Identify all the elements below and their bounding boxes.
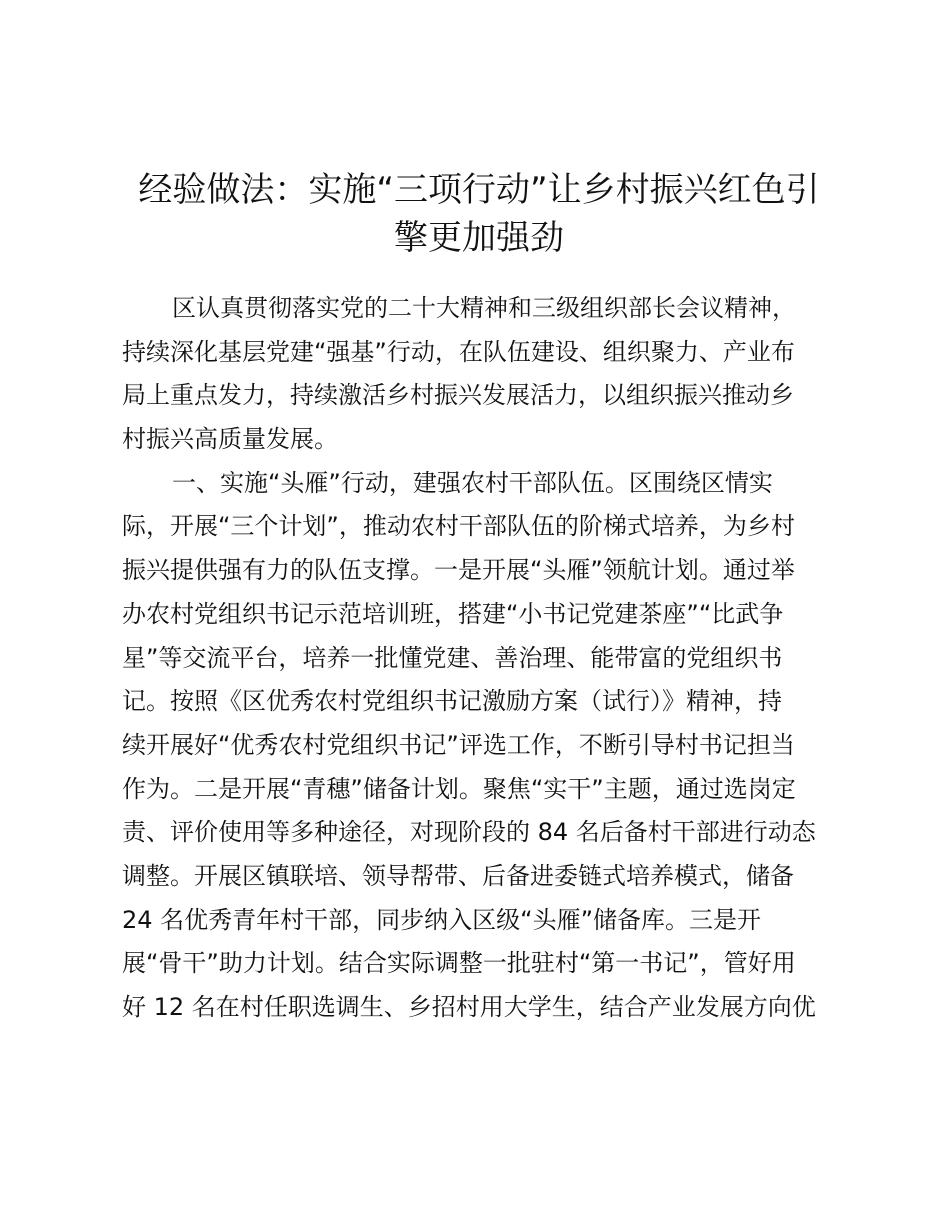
body-line: 一、实施“头雁”行动，建强农村干部队伍。区围绕区情实 [172, 468, 773, 497]
body-line: 振兴提供强有力的队伍支撑。一是开展“头雁”领航计划。通过举 [122, 556, 795, 585]
body-line: 续开展好“优秀农村党组织书记”评选工作，不断引导村书记担当 [122, 730, 795, 759]
body-line: 作为。二是开展“青穗”储备计划。聚焦“实干”主题，通过选岗定 [122, 774, 796, 803]
body-line: 记。按照《区优秀农村党组织书记激励方案（试行）》精神，持 [122, 687, 782, 716]
body-line: 好 12 名在村任职选调生、乡招村用大学生，结合产业发展方向优 [122, 993, 816, 1021]
body-line: 持续深化基层党建“强基”行动，在队伍建设、组织聚力、产业布 [122, 337, 795, 366]
document-body [122, 287, 842, 1030]
body-line: 调整。开展区镇联培、领导帮带、后备进委链式培养模式，储备 [122, 861, 794, 890]
body-line: 局上重点发力，持续激活乡村振兴发展活力，以组织振兴推动乡 [122, 381, 794, 410]
body-line: 村振兴高质量发展。 [122, 425, 338, 454]
body-line: 星”等交流平台，培养一批懂党建、善治理、能带富的党组织书 [122, 643, 783, 672]
body-line: 展“骨干”助力计划。结合实际调整一批驻村“第一书记”，管好用 [122, 949, 796, 978]
body-line: 办农村党组织书记示范培训班，搭建“小书记党建茶座”“比武争 [122, 599, 784, 628]
body-line: 区认真贯彻落实党的二十大精神和三级组织部长会议精神， [172, 294, 796, 322]
title-line-2: 擎更加强劲 [394, 218, 564, 258]
body-line: 24 名优秀青年村干部，同步纳入区级“头雁”储备库。三是开 [122, 905, 762, 934]
body-line: 责、评价使用等多种途径，对现阶段的 84 名后备村干部进行动态 [122, 818, 816, 847]
title-line-1: 经验做法：实施“三项行动”让乡村振兴红色引 [138, 170, 820, 210]
body-line: 际，开展“三个计划”，推动农村干部队伍的阶梯式培养，为乡村 [122, 512, 795, 541]
document-title [122, 166, 836, 262]
